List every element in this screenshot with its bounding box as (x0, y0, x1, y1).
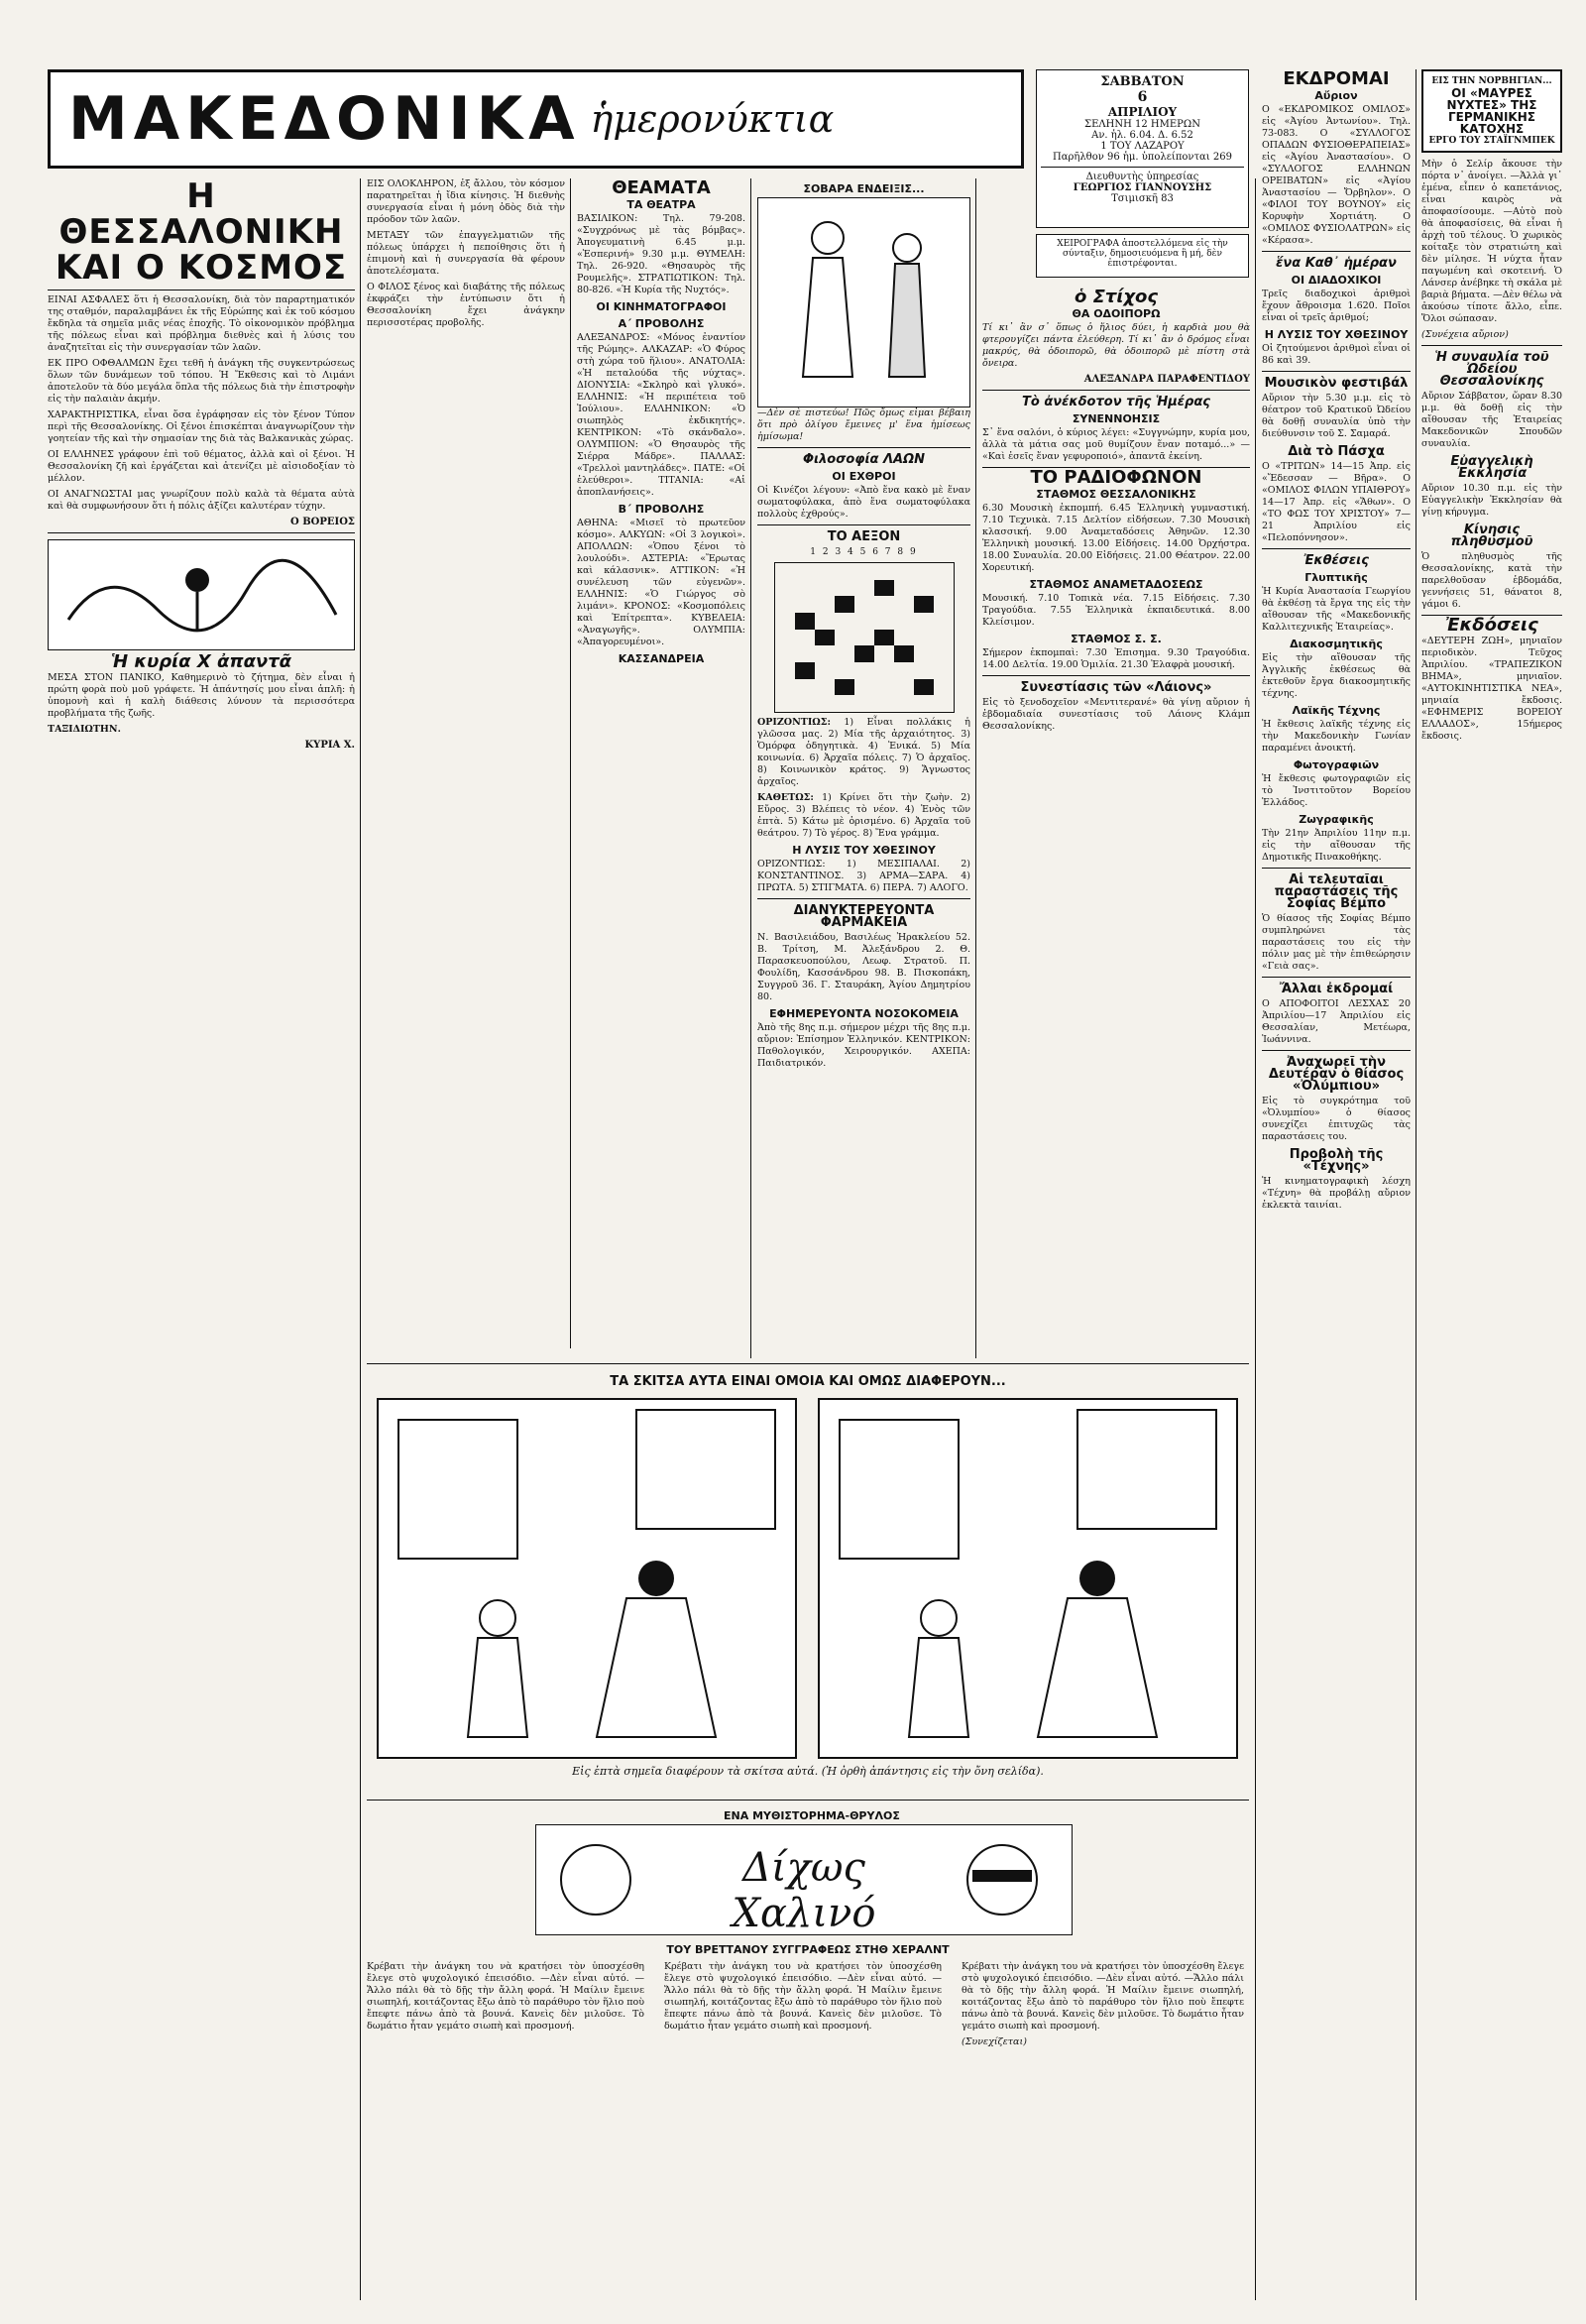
daily-title: ἕνα Καθ᾽ ἡμέραν (1276, 256, 1397, 271)
masthead (48, 69, 1024, 169)
lead-p3: ΧΑΡΑΚΤΗΡΙΣΤΙΚΑ, εἶναι ὅσα ἐγράφησαν εἰς τὸν ξένον Τύπον περὶ τῆς Θεσσαλονίκης. Οἱ ξένοι ἐπισκέπται ἀναγνωρίζουν τὴν γοητείαν τῆς καὶ τὴν σημασίαν της διὰ τὰς Βαλκανικὰς χώρας. (48, 409, 355, 444)
serial-banner (535, 1824, 1073, 1935)
crossword-solution-title: Η ΛΥΣΙΣ ΤΟΥ ΧΘΕΣΙΝΟΥ (792, 844, 936, 857)
dateline-saint: 1 ΤΟΥ ΛΑΖΑΡΟΥ (1100, 141, 1185, 152)
painting-text: Τὴν 21ην Ἀπριλίου 11ην π.μ. εἰς τὴν αἴθουσαν τῆς Δημοτικῆς Πινακοθήκης. (1262, 828, 1411, 863)
other-excursions-text: Ο ΑΠΟΦΟΙΤΟΙ ΛΕΣΧΑΣ 20 Ἀπριλίου—17 Ἀπριλίου εἰς Θεσσαλίαν, Μετέωρα, Ἰωάννινα. (1262, 998, 1411, 1045)
dateline-timing: Παρῆλθον 96 ἡμ. ὑπολείπονται 269 (1053, 152, 1232, 163)
folk-text: Ἡ ἔκθεσις λαϊκῆς τέχνης εἰς τὴν Μακεδονικὴν Γωνίαν παραμένει ἀνοικτή. (1262, 719, 1411, 754)
dateline-day: ΣΑΒΒΑΤΟΝ (1100, 74, 1185, 89)
serial-text-1 (367, 1961, 644, 2288)
serial-title: Δίχως Χαλινό (732, 1845, 876, 1936)
other-excursions-title: Ἄλλαι ἐκδρομαί (1279, 982, 1394, 996)
dateline-editor-label: Διευθυντὴς ὑπηρεσίας (1085, 172, 1199, 182)
church-title: Εὐαγγελικὴ Ἐκκλησία (1450, 454, 1533, 481)
station1-title: ΣΤΑΘΜΟΣ ΘΕΣΣΑΛΟΝΙΚΗΣ (1036, 488, 1196, 501)
concert-text: Αὔριον Σάββατον, ὥραν 8.30 μ.μ. θὰ δοθῇ εἰς τὴν αἴθουσαν τῆς Ἑταιρείας Μακεδονικῶν Σπουδῶν συναυλία. (1421, 391, 1562, 449)
second-run-text: ΑΘΗΝΑ: «Μισεῖ τὸ πρωτεῦον κόσμο». ΑΛΚΥΩΝ: «Οἱ 3 λογικοὶ». ΑΠΟΛΛΩΝ: «Ὁπου ξένοι τὸ λουλούδι». ΑΣΤΕΡΙΑ: «Ἔρωτας καὶ κάλασνικ». ΑΤΤΙΚΟΝ: «Ἡ συνέλευση τῶν εὐγενῶν». ΕΛΛΗΝΙΣ: «Ὁ Γιώργος σὸ λιμάνι». ΚΡΟΝΟΣ: «Κοσμοπόλεις καὶ Ἐπίτρεπτα». ΚΥΒΕΛΕΙΑ: «Ἀναγωγῆς». ΟΛΥΜΠΙΑ: «Ἀπαγορευμένοι». (577, 518, 745, 647)
sketch-right[interactable] (818, 1398, 1238, 1759)
lead-title: Η ΘΕΣΣΑΛΟΝΙΚΗ ΚΑΙ Ο ΚΟΣΜΟΣ (55, 178, 348, 288)
second-run-title: Β΄ ΠΡΟΒΟΛΗΣ (618, 503, 705, 516)
concert-title: Ἡ συναυλία τοῦ Ὠδείου Θεσσαλονίκης (1434, 350, 1549, 389)
lead-signature: Ο ΒΟΡΕΙΟΣ (290, 517, 355, 527)
theatres-title: ΘΕΑΜΑΤΑ (612, 178, 711, 198)
dateline-sun: Αν. ἡλ. 6.04. Δ. 6.52 (1091, 130, 1193, 141)
crossword-grid[interactable] (774, 562, 955, 713)
pascha-text: Ο «ΤΡΙΤΩΝ» 14—15 Ἀπρ. εἰς «Ἔδεσσαν — Βῆρα». Ο «ΟΜΙΛΟΣ ΦΙΛΩΝ ΥΠΑΙΘΡΟΥ» 14—17 Ἀπρ. εἰς «Ἄθων». Ο «ΤΟ ΦΩΣ ΤΟΥ ΧΡΙΣΤΟΥ» 7—21 Ἀπριλίου εἰς «Πελοπόννησον». (1262, 461, 1411, 543)
cinema-title: ΟΙ ΚΙΝΗΜΑΤΟΓΡΑΦΟΙ (596, 300, 727, 313)
feature-text: ΜΕΣΑ ΣΤΟΝ ΠΑΝΙΚΟ, Καθημερινὸ τὸ ζήτημα, δὲν εἶναι ἡ πρώτη φορὰ ποὺ μοῦ γράφετε. Ἡ ἀπάντησίς μου εἶναι ἁπλῆ: ἡ ὑπομονὴ καὶ ἡ καλὴ διάθεσις λύνουν τὰ περισσότερα προβλήματα τῆς ζωῆς. (48, 672, 355, 719)
photo-text: Ἡ ἔκθεσις φωτογραφιῶν εἰς τὸ Ἰνστιτοῦτον Βορείου Ἑλλάδος. (1262, 773, 1411, 808)
music-title: Μουσικὸν φεστιβάλ (1264, 376, 1409, 391)
meetings-text: Εἰς τὸ ξενοδοχεῖον «Μεντιτερανέ» θὰ γίνῃ αὔριον ἡ ἑβδομαδιαία συνεστίασις τοῦ Λάιονς Κλάμπ Θεσσαλονίκης. (982, 697, 1250, 732)
dateline-date: 6 (1137, 89, 1148, 105)
excursions-title: ΕΚΔΡΟΜΑΙ (1283, 69, 1390, 89)
theatres-subtitle: ΤΑ ΘΕΑΤΡΑ (626, 198, 696, 211)
philosophy-text: Οἱ Κινέζοι λέγουν: «Ἀπὸ ἕνα κακὸ μὲ ἕναν σωματοφύλακα, ἀπὸ ἕνα σωματοφύλακα πολλοὺς ἐχθρούς». (757, 485, 970, 520)
duty-title: ΕΦΗΜΕΡΕΥΟΝΤΑ ΝΟΣΟΚΟΜΕΙΑ (769, 1007, 959, 1020)
poem-title: ὁ Στίχος (1074, 288, 1159, 307)
crossword-title: ΤΟ ΑΕΞΟΝ (827, 529, 901, 544)
publications-text: «ΔΕΥΤΕΡΗ ΖΩΗ», μηνιαῖον περιοδικὸν. Τεῦχος Ἀπριλίου. «ΤΡΑΠΕΖΙΚΟΝ ΒΗΜΑ», μηνιαῖον. «ΑΥΤΟΚΙΝΗΤΙΣΤΙΚΑ ΝΕΑ», μηνιαία ἔκδοσις. «ΕΦΗΜΕΡΙΣ ΒΟΡΕΙΟΥ ΕΛΛΑΔΟΣ», 15ήμερος ἔκδοσις. (1421, 636, 1562, 742)
dateline-box (1036, 69, 1249, 228)
anecdote-subtitle: ΣΥΝΕΝΝΟΗΣΙΣ (1072, 412, 1161, 425)
province-title: ΚΑΣΣΑΝΔΡΕΙΑ (618, 652, 705, 665)
cartoon-title: ΣΟΒΑΡΑ ΕΝΔΕΙΞΙΣ... (803, 182, 925, 195)
manuscripts-text: ΧΕΙΡΟΓΡΑΦΑ ἀποστελλόμενα εἰς τὴν σύνταξιν, δημοσιευόμενα ἢ μή, δὲν ἐπιστρέφονται. (1057, 239, 1228, 269)
anecdote-title: Τὸ ἀνέκδοτον τῆς Ἡμέρας (1022, 395, 1210, 409)
daily-solution-title: Η ΛΥΣΙΣ ΤΟΥ ΧΘΕΣΙΝΟΥ (1264, 328, 1409, 341)
newspaper-page (40, 59, 1566, 2310)
projection-title: Προβολὴ τῆς «Τέχνης» (1289, 1147, 1384, 1174)
poem-subtitle: ΘΑ ΟΔΟΙΠΟΡΩ (1072, 307, 1161, 320)
excursions-column (1262, 69, 1411, 2300)
population-title: Κίνησις πληθυσμοῦ (1450, 523, 1533, 549)
poem-author: ΑΛΕΞΑΝΔΡΑ ΠΑΡΑΦΕΝΤΙΔΟΥ (1083, 374, 1250, 385)
down-clues: 1) Κρίνει ὅτι τὴν ζωὴν. 2) Εὔρος. 3) Βλέπεις τὸ νέον. 4) Ἑνὸς τῶν ἐπτὰ. 5) Κάτω μὲ ὁρισμένο. 6) Ἀρχαῖα τοῦ θεάτρου. 7) Τὸ γέρος. 8) Ἔνα γράμμα. (757, 792, 970, 839)
projection-text: Ἡ κινηματογραφικὴ λέσχη «Τέχνη» θὰ προβάλῃ αὔριον ἐκλεκτὰ ταινίαι. (1262, 1176, 1411, 1211)
duty-text: Ἀπὸ τῆς 8ης π.μ. σήμερον μέχρι τῆς 8ης π.μ. αὔριον: Ἐπίσημον Ἑλληνικόν. ΚΕΝΤΡΙΚΟΝ: Παθολογικόν, Χειρουργικόν. ΑΧΕΠΑ: Παιδιατρικόν. (757, 1022, 970, 1069)
dateline-month: ΑΠΡΙΛΙΟΥ (1107, 105, 1178, 119)
daily-text: Τρεῖς διαδοχικοὶ ἀριθμοὶ ἔχουν ἄθροισμα 1.620. Ποῖοι εἶναι οἱ τρεῖς ἀριθμοί; (1262, 289, 1411, 323)
painting-title: Ζωγραφικῆς (1299, 813, 1374, 826)
lead-p4: ΟΙ ΕΛΛΗΝΕΣ γράφουν ἐπὶ τοῦ θέματος, ἀλλὰ καὶ οἱ ξένοι. Ἡ Θεσσαλονίκη ζῆ καὶ ἐργάζεται καὶ ἀτενίζει μὲ αἰσιοδοξίαν τὸ μέλλον. (48, 449, 355, 484)
lead-p2: ΕΚ ΠΡΟ ΟΦΘΑΛΜΩΝ ἔχει τεθῆ ἡ ἀνάγκη τῆς συγκεντρώσεως ὅλων τῶν δυνάμεων τοῦ τόπου. Ἡ Ἔκθεσις καὶ τὸ Λιμάνι ἀποτελοῦν τὰ δύο μεγάλα ὅπλα τῆς πόλεως διὰ τὴν ἐπιστροφὴν εἰς τὴν παλαιὰν ἀκμήν. (48, 358, 355, 405)
first-run-title: Α΄ ΠΡΟΒΟΛΗΣ (618, 317, 705, 330)
music-text: Αὔριον τὴν 5.30 μ.μ. εἰς τὸ θέατρον τοῦ Κρατικοῦ Ὠδείου θὰ δοθῇ συναυλία ὑπὸ τὴν διεύθυνσιν τοῦ Σ. Σαμαρά. (1262, 393, 1411, 439)
right-continued: (Συνέχεια αὔριον) (1421, 329, 1509, 340)
decorative-text: Εἰς τὴν αἴθουσαν τῆς Ἀγγλικῆς ἐκθέσεως θὰ ἐκτεθοῦν ἔργα διακοσμητικῆς τέχνης. (1262, 652, 1411, 699)
serial-text-repeat: Κρέβατι τὴν ἀνάγκη του νὰ κρατήσει τὸν ὑποσχέσθη ἔλεγε στὸ ψυχολογικό ἐπεισόδιο. —Δὲν εἶναι αὐτό. —Ἄλλο πάλι θὰ τὸ δῇς τὴν ἄλλη φορά. Ἡ Μαίλιν ἔμεινε σιωπηλή, κοιτάζοντας ἔξω ἀπὸ τὸ παράθυρο τὸν ἥλιο ποὺ ἔπεφτε πάνω ἀπὸ τὰ βουνά. Κανεὶς δὲν μιλοῦσε. Τὸ δωμάτιο ἦταν γεμάτο σιωπὴ καὶ προσμονή. (664, 1961, 942, 2032)
serial-text-3 (962, 1961, 1244, 2288)
right-column (1421, 69, 1562, 2300)
spot-difference-block (367, 1368, 1249, 1795)
station3-text: Σήμερον ἐκπομπαὶ: 7.30 Ἐπισημα. 9.30 Τραγούδια. 14.00 Δελτία. 19.00 Ὁμιλία. 21.30 Ἐλαφρὰ μουσική. (982, 647, 1250, 670)
acrobat-figure-icon (49, 540, 354, 647)
down-title: ΚΑΘΕΤΩΣ: (757, 792, 814, 803)
station2-text: Μουσική. 7.10 Τοπικὰ νέα. 7.15 Εἰδήσεις. 7.30 Τραγούδια. 7.55 Ἑλληνικὰ ἐκπαιδευτικά. 8.00 Κλείσιμον. (982, 593, 1250, 628)
pharmacies-text: Ν. Βασιλειάδου, Βασιλέως Ἡρακλείου 52. Β. Τρίτση, Μ. Ἀλεξάνδρου 2. Θ. Παρασκευοπούλου, Λεωφ. Στρατοῦ. Π. Φουλίδη, Κασσάνδρου 98. Β. Πισκοπάκη, Συγγροῦ 36. Γ. Σταυράκη, Ἀγίου Δημητρίου 80. (757, 932, 970, 1002)
theatres-column (577, 178, 745, 1358)
theatres-text: ΒΑΣΙΛΙΚΟΝ: Τηλ. 79-208. «Συγχρόνως μὲ τὰς βόμβας». Ἀπογευματινὴ 6.45 μ.μ. «Ἑσπερινή» 9.30 μ.μ. ΘΥΜΕΛΗ: Τηλ. 26-920. «Θησαυρὸς τῆς Ρουμελῆς». ΣΤΡΑΤΙΩΤΙΚΟΝ: Τηλ. 80-826. «Ἡ Κυρία τῆς Νυχτός». (577, 213, 745, 295)
station2-title: ΣΤΑΘΜΟΣ ΑΝΑΜΕΤΑΔΟΣΕΩΣ (1029, 578, 1203, 591)
middle-column (757, 178, 970, 1358)
spot-caption: Εἰς ἑπτὰ σημεῖα διαφέρουν τὰ σκίτσα αὐτά. (Ἡ ὀρθὴ ἀπάντησις εἰς τὴν ὄνη σελίδα). (572, 1765, 1044, 1778)
meetings-title: Συνεστίασις τῶν «Λάιονς» (1020, 680, 1212, 695)
cartoon-couple-icon (758, 198, 969, 405)
feature-signature: ΚΥΡΙΑ Χ. (304, 740, 355, 751)
across-title: ΟΡΙΖΟΝΤΙΩΣ: (757, 717, 831, 728)
serial-continued: (Συνεχίζεται) (962, 2036, 1027, 2047)
daily-solution: Οἱ ζητούμενοι ἀριθμοὶ εἶναι οἱ 86 καὶ 39. (1262, 343, 1411, 366)
right-header-box (1421, 69, 1562, 153)
masthead-subtitle: ἡμερονύκτια (590, 97, 835, 141)
publications-title: Ἐκδόσεις (1445, 615, 1538, 636)
lead-column (48, 178, 355, 2300)
feature-title: Ἡ κυρία Χ ἀπαντᾶ (110, 651, 292, 672)
philosophy-title: Φιλοσοφία ΛΑΩΝ (802, 452, 926, 467)
manuscripts-note (1036, 234, 1249, 278)
station1-text: 6.30 Μουσικὴ ἐκπομπή. 6.45 Ἑλληνικὴ γυμναστική. 7.10 Τεχνικὰ. 7.15 Δελτίον εἰδήσεων. 7.30 Μουσικὴ κλασσική. 9.00 Ἀναμεταδόσεις Ἀθηνῶν. 12.30 Ἑλληνικὴ μουσική. 13.00 Εἰδήσεις. 14.00 Ὀρχήστρα. 18.00 Συναυλία. 20.00 Εἰδήσεις. 21.00 Θέατρον. 22.00 Χορευτική. (982, 503, 1250, 573)
serial-kicker: ΕΝΑ ΜΥΘΙΣΤΟΡΗΜΑ-ΘΡΥΛΟΣ (724, 1809, 900, 1822)
masthead-title: ΜΑΚΕΔΟΝΙΚΑ (68, 84, 581, 154)
crossword-numbers: 1 2 3 4 5 6 7 8 9 (810, 547, 918, 557)
sculpture-title: Γλυπτικῆς (1304, 571, 1368, 584)
right-title: ΟΙ «ΜΑΥΡΕΣ ΝΥΧΤΕΣ» ΤΗΣ ΓΕΡΜΑΝΙΚΗΣ ΚΑΤΟΧΗΣ (1446, 86, 1537, 136)
right-kicker: ΕΙΣ ΤΗΝ ΝΟΡΒΗΓΙΑΝ... (1431, 76, 1552, 86)
anecdote-text: Σ᾽ ἕνα σαλόνι, ὁ κύριος λέγει: «Συγγνώμην, κυρία μου, ἀλλὰ τὰ μάτια σας μοῦ θυμίζουν ἕναν ποταμό...» — «Καὶ ἐσεῖς ἕναν γεφυροποιό», ἀπαντᾶ ἐκείνη. (982, 427, 1250, 462)
pascha-title: Διὰ τὸ Πάσχα (1288, 444, 1385, 459)
dateline-moon: ΣΕΛΗΝΗ 12 ΗΜΕΡΩΝ (1084, 119, 1200, 130)
lead-p1: ΕΙΝΑΙ ΑΣΦΑΛΕΣ ὅτι ἡ Θεσσαλονίκη, διὰ τὸν παραρτηματικόν της σταθμόν, παραλαμβάνει ἐκ τῆς Εὐρώπης καὶ ἐκ τοῦ κόσμου ἔκδηλα τὰ σημεῖα μιᾶς νέας ἐποχῆς. Τὸ οἰκονομικὸν πρόβλημα τῆς πόλεως εἶναι καὶ πρόβλημα διεθνὲς καὶ ἡ λύσις του ἀναζητεῖται εἰς τὴν συνεργασίαν τῶν λαῶν. (48, 294, 355, 353)
excursions-subtitle: Αὔριον (1314, 89, 1358, 102)
decorative-title: Διακοσμητικῆς (1290, 638, 1383, 650)
cartoon-caption: —Δὲν σὲ πιστεύω! Πῶς ὄμως εἶμαι βέβαιη ὅτι πρὸ ὀλίγου ἔμεινες μ' ἕνα ἡμίσεως ἡμίσωμα! (757, 407, 970, 442)
pharmacies-title: ΔΙΑΝΥΚΤΕΡΕΥΟΝΤΑ ΦΑΡΜΑΚΕΙΑ (793, 903, 935, 930)
departure-title: Ἀναχωρεῖ τὴν Δευτέραν ὁ θίασος «Ὀλύμπιου» (1268, 1055, 1405, 1094)
right-byline: ΕΡΓΟ ΤΟΥ ΣΤΑΪΓΝΜΠΕΚ (1428, 136, 1555, 146)
lead-p5: ΟΙ ΑΝΑΓΝΩΣΤΑΙ μας γνωρίζουν πολὺ καλὰ τὰ θέματα αὐτὰ καὶ θὰ συμφωνήσουν ὅτι ἡ πόλις ἀξίζει καλυτέραν τύχην. (48, 489, 355, 512)
lead-column-2 (367, 178, 565, 1348)
sketch-left[interactable] (377, 1398, 797, 1759)
dateline-address: Τσιμισκῆ 83 (1111, 193, 1174, 204)
excursions-text: Ο «ΕΚΔΡΟΜΙΚΟΣ ΟΜΙΛΟΣ» εἰς «Ἀγίου Ἀντωνίου». Τηλ. 73-083. Ο «ΣΥΛΛΟΓΟΣ ΟΠΑΔΩΝ ΦΥΣΙΟΘΕΡΑΠΕΙΑΣ» εἰς «Ἀγίου Ἀναστασίου». Ο «ΣΥΛΛΟΓΟΣ ΕΛΛΗΝΩΝ ΟΡΕΙΒΑΤΩΝ» εἰς «Ἀγίου Ἀναστασίου — Ὄρβηλον». Ο «ΦΙΛΟΙ ΤΟΥ ΒΟΥΝΟΥ» εἰς Κορυφὴν Χορτιάτη. Ο «ΟΜΙΛΟΣ ΦΥΣΙΟΛΑΤΡΩΝ» εἰς «Κέρασα». (1262, 104, 1411, 246)
exhibitions-title: Ἐκθέσεις (1303, 553, 1369, 568)
serial-text-2 (664, 1961, 942, 2288)
webb-title: Αἱ τελευταῖαι παραστάσεις τῆς Σοφίας Βέμπο (1274, 872, 1399, 911)
philosophy-subtitle: ΟΙ ΕΧΘΡΟΙ (832, 470, 896, 483)
dateline-editor: ΓΕΩΡΓΙΟΣ ΓΙΑΝΝΟΥΣΗΣ (1073, 182, 1212, 193)
serial-byline: ΤΟΥ ΒΡΕΤΤΑΝΟΥ ΣΥΓΓΡΑΦΕΩΣ ΣΤΗΘ ΧΕΡΑΛΝΤ (666, 1943, 950, 1956)
across-clues: 1) Εἶναι πολλάκις ἡ γλῶσσα μας. 2) Μία τῆς ἀρχαιότητος. 3) Ὁμόρφα ὁδηγητικὰ. 4) Ἐνικά. 5) Μία κοινωνία. 6) Ἀρχαῖα πόλεις. 7) Ὁ ἀρχαῖος. 8) Κοινωνικὸν κράτος. 9) Ἄγνωστος ἀρχαῖος. (757, 717, 970, 787)
feature-illustration (48, 539, 355, 650)
lead-p6: ΕΙΣ ΟΛΟΚΛΗΡΟΝ, ἐξ ἄλλου, τὸν κόσμον παρατηρεῖται ἡ ἴδια κίνησις. Ἡ διεθνὴς συνεργασία εἶναι ἡ μόνη ὁδὸς διὰ τὴν πρόοδον τῶν λαῶν. (367, 178, 565, 225)
radio-column (982, 288, 1250, 1358)
sculpture-text: Ἡ Κυρία Ἀναστασία Γεωργίου θὰ ἐκθέσῃ τὰ ἔργα της εἰς τὴν αἴθουσαν τῆς «Μακεδονικῆς Καλλιτεχνικῆς Ἑταιρείας». (1262, 586, 1411, 633)
church-text: Αὔριον 10.30 π.μ. εἰς τὴν Εὐαγγελικὴν Ἐκκλησίαν θὰ γίνῃ κήρυγμα. (1421, 483, 1562, 518)
serial-text: Κρέβατι τὴν ἀνάγκη του νὰ κρατήσει τὸν ὑποσχέσθη ἔλεγε στὸ ψυχολογικό ἐπεισόδιο. —Δὲν εἶναι αὐτό. —Ἄλλο πάλι θὰ τὸ δῇς τὴν ἄλλη φορά. Ἡ Μαίλιν ἔμεινε σιωπηλή, κοιτάζοντας ἔξω ἀπὸ τὸ παράθυρο τὸν ἥλιο ποὺ ἔπεφτε πάνω ἀπὸ τὰ βουνά. Κανεὶς δὲν μιλοῦσε. Τὸ δωμάτιο ἦταν γεμάτο σιωπὴ καὶ προσμονή. (367, 1961, 644, 2032)
wedding-sketch-right-icon (820, 1400, 1232, 1753)
folk-title: Λαϊκῆς Τέχνης (1292, 704, 1381, 717)
departure-text: Εἰς τὸ συγκρότημα τοῦ «Ὀλυμπίου» ὁ θίασος συνεχίζει ἐπιτυχῶς τὰς παραστάσεις του. (1262, 1096, 1411, 1142)
right-text: Μὴν ὁ Σελίρ ἄκουσε τὴν πόρτα ν᾽ ἀνοίγει. —Ἀλλὰ γι᾽ ἐμένα, εἶπεν ὁ καπετάνιος, εἶναι καιρὸς νὰ ἀποφασίσουμε. —Αὐτὸ ποὺ θὰ ἀποφασίσεις, θὰ εἶναι ἡ ἀρχὴ τοῦ τέλους. Ὁ χωρικὸς κοίταξε τὸν στρατιώτη καὶ δὲν μίλησε. Ἡ νύχτα ἦταν παγωμένη καὶ σκοτεινή. Ὁ Λάνσερ ἀνέβηκε τὴ σκάλα μὲ βαριὰ βήματα. —Δὲν θέλω νὰ ἀκούσω τίποτε ἄλλο, εἶπε. Ὅλοι σώπασαν. (1421, 159, 1562, 324)
radio-title: ΤΟ ΡΑΔΙΟΦΩΝΟΝ (1030, 467, 1202, 488)
cartoon-illustration (757, 197, 970, 407)
photo-title: Φωτογραφιῶν (1293, 758, 1380, 771)
population-text: Ὁ πληθυσμὸς τῆς Θεσσαλονίκης, κατὰ τὴν παρελθοῦσαν ἑβδομάδα, γεννήσεις 51, θάνατοι 8, γάμοι 6. (1421, 551, 1562, 610)
station3-title: ΣΤΑΘΜΟΣ Σ. Σ. (1071, 633, 1162, 645)
spot-title: ΤΑ ΣΚΙΤΣΑ ΑΥΤΑ ΕΙΝΑΙ ΟΜΟΙΑ ΚΑΙ ΟΜΩΣ ΔΙΑΦΕΡΟΥΝ... (610, 1374, 1006, 1389)
crossword-solution: ΟΡΙΖΟΝΤΙΩΣ: 1) ΜΕΣΙΠΑΛΑΙ. 2) ΚΟΝΣΤΑΝΤΙΝΟΣ. 3) ΑΡΜΑ—ΣΑΡΑ. 4) ΠΡΩΤΑ. 5) ΣΤΙΓΜΑΤΑ. 6) ΠΕΡΑ. 7) ΑΛΟΓΟ. (757, 859, 970, 893)
wedding-sketch-left-icon (379, 1400, 791, 1753)
serial-text-repeat-2: Κρέβατι τὴν ἀνάγκη του νὰ κρατήσει τὸν ὑποσχέσθη ἔλεγε στὸ ψυχολογικό ἐπεισόδιο. —Δὲν εἶναι αὐτό. —Ἄλλο πάλι θὰ τὸ δῇς τὴν ἄλλη φορά. Ἡ Μαίλιν ἔμεινε σιωπηλή, κοιτάζοντας ἔξω ἀπὸ τὸ παράθυρο τὸν ἥλιο ποὺ ἔπεφτε πάνω ἀπὸ τὰ βουνά. Κανεὶς δὲν μιλοῦσε. Τὸ δωμάτιο ἦταν γεμάτο σιωπὴ καὶ προσμονή. (962, 1961, 1244, 2032)
poem-text: Τί κι᾽ ἂν σ᾽ ὅπως ὁ ἥλιος δύει, ἡ καρδιὰ μου θὰ φτερουγίζει πάντα ἐλεύθερη. Τί κι᾽ ἂν ὁ δρόμος εἶναι μακρύς, θὰ ὁδοιπορῶ, θὰ ὁδοιπορῶ μὲ πίστη στὰ ὄνειρα. (982, 322, 1250, 369)
lead-p7: ΜΕΤΑΞΥ τῶν ἐπαγγελματιῶν τῆς πόλεως ὑπάρχει ἡ πεποίθησις ὅτι ἡ ἐπιμονὴ καὶ ἡ συνεργασία θὰ φέρουν ἀποτελέσματα. (367, 230, 565, 277)
feature-reply-label: ΤΑΞΙΔΙΩΤΗΝ. (48, 724, 121, 735)
first-run-text: ΑΛΕΞΑΝΔΡΟΣ: «Μόνος ἐναντίον τῆς Ρώμης». ΑΛΚΑΖΑΡ: «Ὁ Φύρος στὴ χώρα τοῦ ἥλιου». ΑΝΑΤΟΛΙΑ: «Ἡ πεταλούδα τῆς νύχτας». ΔΙΟΝΥΣΙΑ: «Σκληρὸ καὶ γλυκό». ΕΛΛΗΝΙΣ: «Ἡ περιπέτεια τοῦ Ἰούλιου». ΕΛΛΗΝΙΚΟΝ: «Ὁ σιωπηλὸς ἐκδικητής». ΚΕΝΤΡΙΚΟΝ: «Τὸ σκάνδαλο». ΟΛΥΜΠΙΟΝ: «Ὁ Θησαυρὸς τῆς Σιέρρα Μάδρε». ΠΑΛΛΑΣ: «Τρελλοὶ μαντηλάδες». ΠΑΤΕ: «Οἱ ἐλεύθεροι». ΤΙΤΑΝΙΑ: «Αἱ ἀποπλανήσεις». (577, 332, 745, 498)
webb-text: Ὁ θίασος τῆς Σοφίας Βέμπο συμπληρώνει τὰς παραστάσεις του εἰς τὴν πόλιν μας μὲ τὴν ἐπιθεώρησιν «Γειὰ σας». (1262, 913, 1411, 972)
daily-subtitle: ΟΙ ΔΙΑΔΟΧΙΚΟΙ (1291, 274, 1382, 287)
lead-p8: Ο ΦΙΛΟΣ ξένος καὶ διαβάτης τῆς πόλεως ἐκφράζει τὴν ἐντύπωσιν ὅτι ἡ Θεσσαλονίκη ἔχει ἀνάγκην περισσοτέρας προβολῆς. (367, 282, 565, 328)
serial-block (367, 1804, 1249, 2300)
